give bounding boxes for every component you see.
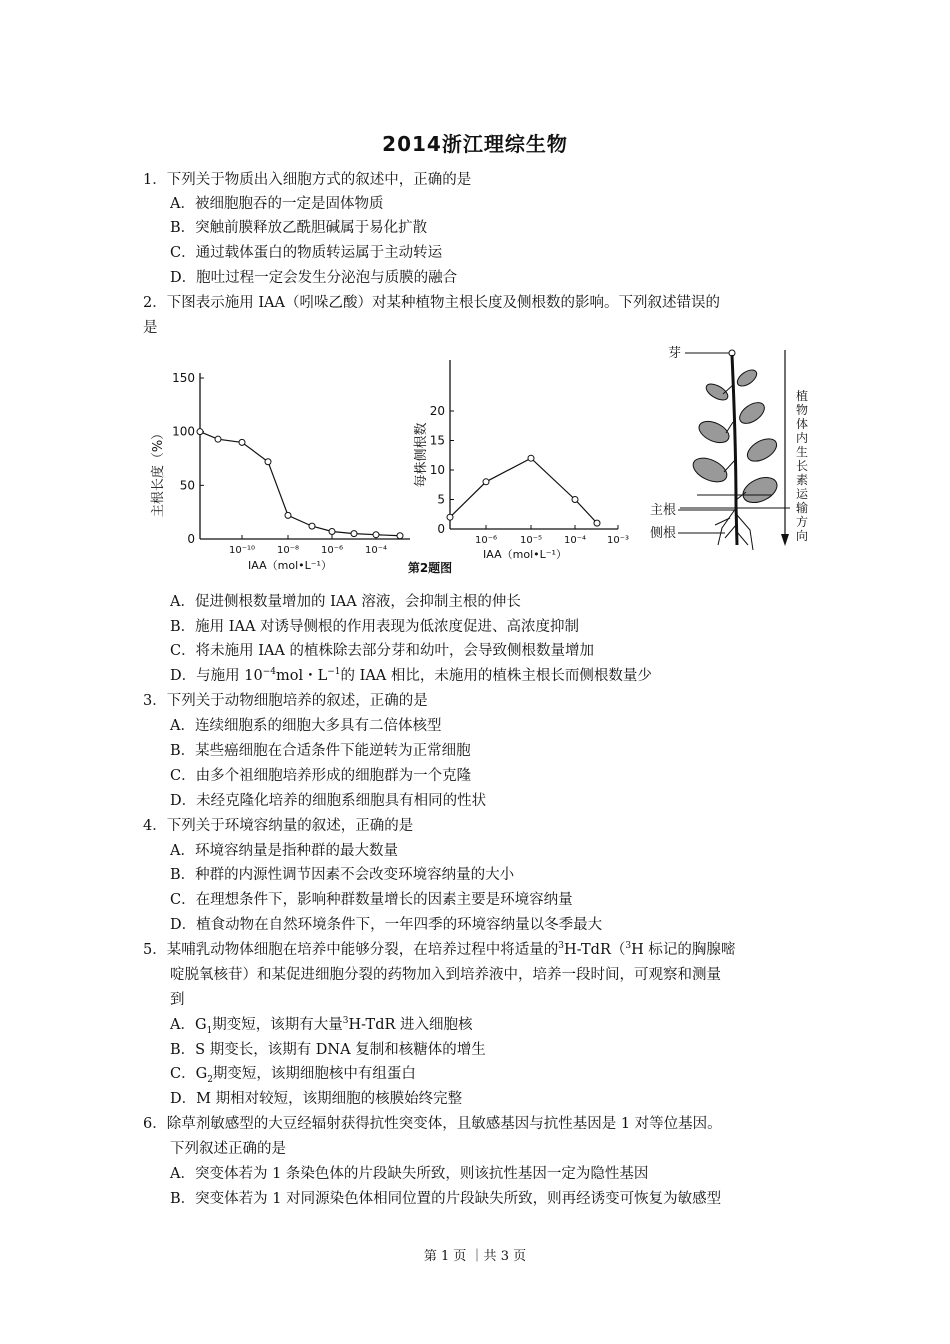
data-point bbox=[528, 455, 534, 461]
chart1 bbox=[150, 371, 452, 575]
data-point bbox=[265, 459, 271, 465]
q5-option-c: C．$G_2$期变短，该期细胞核中有组蛋白 bbox=[170, 1066, 416, 1085]
x-tick-label: 10⁻⁶ bbox=[320, 545, 344, 556]
q4-option-c: C．在理想条件下，影响种群数量增长的因素主要是环境容纳量 bbox=[170, 892, 573, 908]
q6-stem-line1: 6．除草剂敏感型的大豆经辐射获得抗性突变体，且敏感基因与抗性基因是 1 对等位基因。 bbox=[143, 1116, 722, 1132]
q6-stem-line2: 下列叙述正确的是 bbox=[170, 1141, 286, 1157]
q2-option-d: D．与施用 $10^{-4}mol$・$L^{-1}$的 IAA 相比，未施用的植株主根长而侧根数量少 bbox=[170, 667, 652, 684]
q4-option-d: D．植食动物在自然环境条件下，一年四季的环境容纳量以冬季最大 bbox=[170, 917, 603, 933]
q2-stem-line2: 是 bbox=[143, 320, 158, 336]
q1-option-d: D．胞吐过程一定会发生分泌泡与质膜的融合 bbox=[170, 270, 458, 286]
data-point bbox=[351, 531, 357, 537]
plant-label-bud: 芽 bbox=[668, 346, 682, 361]
series-line bbox=[450, 458, 597, 523]
data-point bbox=[309, 523, 315, 529]
x-tick-label: 10⁻⁴ bbox=[563, 535, 587, 546]
data-point bbox=[373, 532, 379, 538]
x-tick-label: 10⁻⁸ bbox=[276, 545, 300, 556]
y-tick-label: 10 bbox=[429, 463, 445, 477]
x-tick-label: 10⁻³ bbox=[606, 535, 630, 546]
x-tick-label: 10⁻⁴ bbox=[364, 545, 388, 556]
plant-label-main-root: 主根 bbox=[650, 503, 677, 518]
q1-stem: 1．下列关于物质出入细胞方式的叙述中，正确的是 bbox=[143, 172, 472, 188]
q4-option-a: A．环境容纳量是指种群的最大数量 bbox=[170, 843, 398, 859]
y-tick-label: 150 bbox=[172, 371, 195, 385]
q5-stem-line1: 5．某哺乳动物体细胞在培养中能够分裂，在培养过程中将适量的$^3$H-TdR（$^3$H 标记的胸腺嘧 bbox=[143, 941, 736, 958]
y-tick-label: 100 bbox=[172, 424, 195, 439]
q3-option-c: C．由多个祖细胞培养形成的细胞群为一个克隆 bbox=[170, 768, 472, 784]
data-point bbox=[447, 514, 453, 520]
chart1-xlabel: IAA（mol•L⁻¹） bbox=[248, 559, 332, 572]
q1-option-b: B．突触前膜释放乙酰胆碱属于易化扩散 bbox=[170, 220, 428, 236]
q4-stem: 4．下列关于环境容纳量的叙述，正确的是 bbox=[143, 818, 414, 834]
y-tick-label: 50 bbox=[179, 478, 195, 493]
chart2-xlabel: IAA（mol•L⁻¹） bbox=[483, 548, 567, 561]
data-point bbox=[397, 533, 403, 539]
series-line bbox=[200, 432, 400, 536]
q2-option-c: C．将未施用 IAA 的植株除去部分芽和幼叶，会导致侧根数量增加 bbox=[170, 643, 594, 659]
q6-option-b: B．突变体若为 1 对同源染色体相同位置的片段缺失所致，则再经诱变可恢复为敏感型 bbox=[170, 1191, 722, 1207]
data-point bbox=[594, 520, 600, 526]
q2-figure bbox=[140, 340, 820, 580]
x-tick-label: 10⁻⁶ bbox=[474, 535, 498, 546]
q1-option-c: C．通过载体蛋白的物质转运属于主动转运 bbox=[170, 245, 443, 261]
q2-stem-line1: 2．下图表示施用 IAA（吲哚乙酸）对某种植物主根长度及侧根数的影响。下列叙述错误的 bbox=[143, 295, 721, 311]
q3-option-b: B．某些癌细胞在合适条件下能逆转为正常细胞 bbox=[170, 743, 471, 759]
q2-option-a: A．促进侧根数量增加的 IAA 溶液，会抑制主根的伸长 bbox=[170, 594, 521, 610]
data-point bbox=[285, 512, 291, 518]
page-footer: 第 1 页 ｜共 3 页 bbox=[423, 1249, 527, 1264]
q5-option-a: A．$G_1$期变短，该期有大量$^3$H-TdR 进入细胞核 bbox=[170, 1016, 473, 1036]
x-tick-label: 10⁻⁵ bbox=[519, 535, 543, 546]
chart2 bbox=[413, 360, 629, 561]
plant-arrow-label: 植物体内生长素运输方向 bbox=[796, 389, 809, 543]
figure-caption: 第2题图 bbox=[407, 561, 453, 575]
data-point bbox=[572, 497, 578, 503]
q5-stem-line2: 啶脱氧核苷）和某促进细胞分裂的药物加入到培养液中，培养一段时间，可观察和测量 bbox=[170, 967, 721, 983]
data-point bbox=[215, 436, 221, 442]
y-tick-label: 0 bbox=[437, 522, 445, 536]
q5-option-d: D．M 期相对较短，该期细胞的核膜始终完整 bbox=[170, 1091, 463, 1107]
x-tick-label: 10⁻¹⁰ bbox=[228, 545, 256, 556]
q2-option-b: B．施用 IAA 对诱导侧根的作用表现为低浓度促进、高浓度抑制 bbox=[170, 619, 580, 635]
y-tick-label: 20 bbox=[429, 404, 445, 418]
q6-option-a: A．突变体若为 1 条染色体的片段缺失所致，则该抗性基因一定为隐性基因 bbox=[170, 1166, 649, 1182]
data-point bbox=[197, 429, 203, 435]
q3-stem: 3．下列关于动物细胞培养的叙述，正确的是 bbox=[143, 693, 428, 709]
chart2-ylabel: 每株侧根数 bbox=[414, 422, 429, 488]
q1-option-a: A．被细胞胞吞的一定是固体物质 bbox=[170, 196, 384, 212]
data-point bbox=[483, 479, 489, 485]
y-tick-label: 15 bbox=[429, 433, 445, 448]
data-point bbox=[329, 528, 335, 534]
y-tick-label: 5 bbox=[437, 492, 445, 507]
q3-option-a: A．连续细胞系的细胞大多具有二倍体核型 bbox=[170, 718, 442, 734]
q5-option-b: B．S 期变长，该期有 DNA 复制和核糖体的增生 bbox=[170, 1042, 486, 1058]
y-tick-label: 0 bbox=[187, 532, 195, 546]
plant-diagram bbox=[650, 346, 809, 550]
chart1-ylabel: 主根长度（%） bbox=[151, 426, 166, 518]
plant-label-lateral-root: 侧根 bbox=[650, 526, 677, 541]
data-point bbox=[239, 439, 245, 445]
q3-option-d: D．未经克隆化培养的细胞系细胞具有相同的性状 bbox=[170, 793, 487, 809]
page-title: 2014浙江理综生物 bbox=[382, 132, 568, 156]
q5-stem-line3: 到 bbox=[170, 992, 185, 1008]
q4-option-b: B．种群的内源性调节因素不会改变环境容纳量的大小 bbox=[170, 867, 515, 883]
